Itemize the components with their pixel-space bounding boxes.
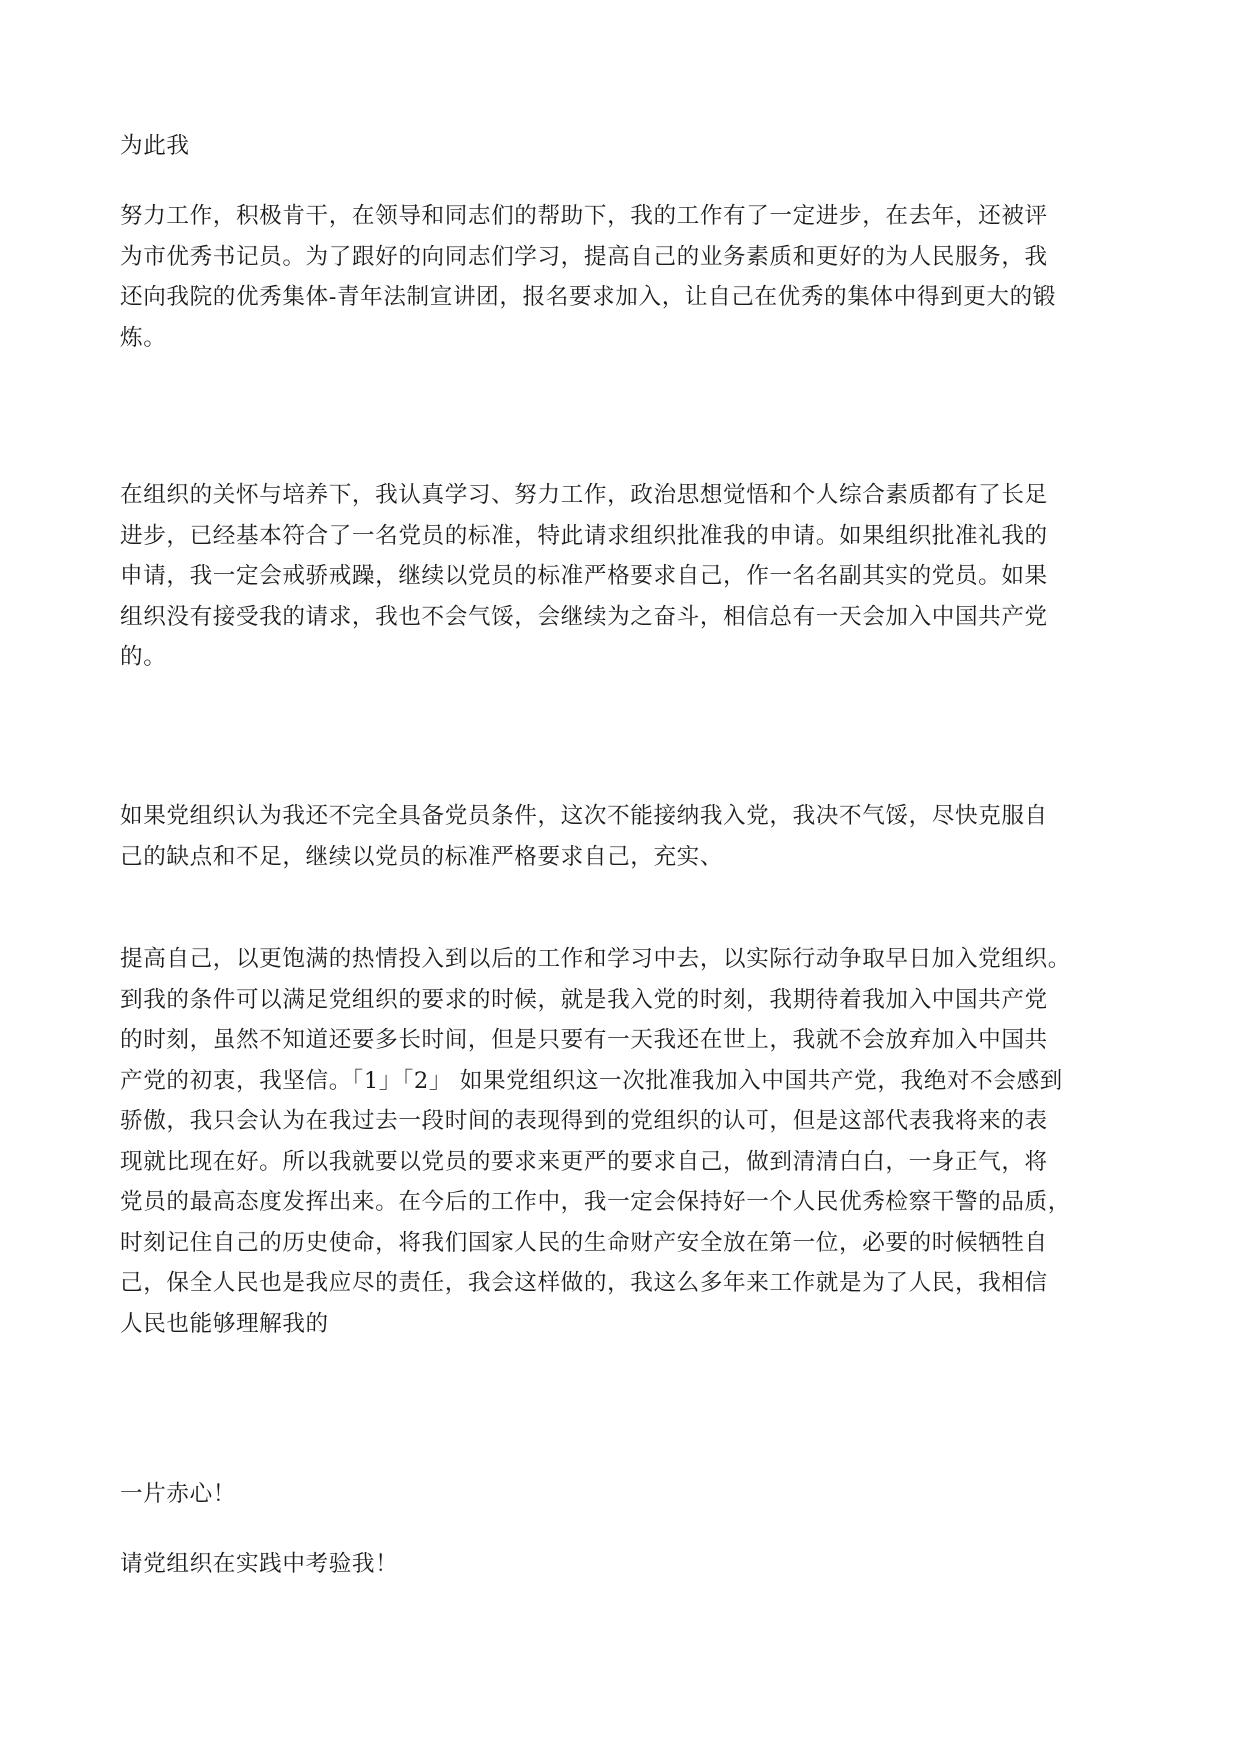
text-line: 骄傲，我只会认为在我过去一段时间的表现得到的党组织的认可，但是这部代表我将来的表 [120,1108,1048,1134]
text-line: 为市优秀书记员。为了跟好的向同志们学习，提高自己的业务素质和更好的为人民服务，我 [120,243,1048,270]
text-line: 的时刻，虽然不知道还要多长时间，但是只要有一天我还在世上，我就不会放弃加入中国共 [120,1027,1048,1053]
text-line: 申请，我一定会戒骄戒躁，继续以党员的标准严格要求自己，作一名名副其实的党员。如果 [120,563,1048,589]
text-line: 在组织的关怀与培养下，我认真学习、努力工作，政治思想觉悟和个人综合素质都有了长足 [120,482,1048,508]
text-line: 还向我院的优秀集体-青年法制宣讲团，报名要求加入，让自己在优秀的集体中得到更大的锻 [120,284,1056,310]
text-line: 己，保全人民也是我应尽的责任，我会这样做的，我这么多年来工作就是为了人民，我相信 [120,1270,1048,1296]
text-line: 一片赤心！ [120,1481,236,1507]
text-line: 党员的最高态度发挥出来。在今后的工作中，我一定会保持好一个人民优秀检察干警的品质， [120,1189,1071,1215]
text-line: 人民也能够理解我的 [120,1310,329,1337]
text-line: 时刻记住自己的历史使命，将我们国家人民的生命财产安全放在第一位，必要的时候牺牲自 [120,1229,1048,1256]
text-line: 提高自己，以更饱满的热情投入到以后的工作和学习中去，以实际行动争取早日加入党组织。 [120,946,1071,972]
text-line: 的。 [120,644,167,670]
paragraph-5 [120,939,1120,1344]
paragraph-4 [120,796,1120,877]
paragraph-6 [120,1474,1120,1515]
text-line: 组织没有接受我的请求，我也不会气馁，会继续为之奋斗，相信总有一天会加入中国共产党 [120,603,1048,630]
text-line: 请党组织在实践中考验我！ [120,1551,399,1577]
text-line: 炼。 [120,324,167,351]
text-line: 为此我 [120,133,190,159]
text-line: 产党的初衷，我坚信。「1」「2」 如果党组织这一次批准我加入中国共产党，我绝对不会感到 [120,1067,1063,1094]
paragraph-7 [120,1544,1120,1585]
text-line: 进步，已经基本符合了一名党员的标准，特此请求组织批准我的申请。如果组织批准礼我的 [120,522,1048,549]
text-line: 努力工作，积极肯干，在领导和同志们的帮助下，我的工作有了一定进步，在去年，还被评 [120,203,1048,229]
text-line: 己的缺点和不足，继续以党员的标准严格要求自己，充实、 [120,843,724,870]
paragraph-2 [120,196,1120,358]
paragraph-3 [120,475,1120,678]
paragraph-1 [120,126,1120,167]
text-line: 现就比现在好。所以我就要以党员的要求来更严的要求自己，做到清清白白，一身正气，将 [120,1148,1048,1175]
text-line: 到我的条件可以满足党组织的要求的时候，就是我入党的时刻，我期待着我加入中国共产党 [120,986,1048,1013]
text-line: 如果党组织认为我还不完全具备党员条件，这次不能接纳我入党，我决不气馁，尽快克服自 [120,803,1048,829]
